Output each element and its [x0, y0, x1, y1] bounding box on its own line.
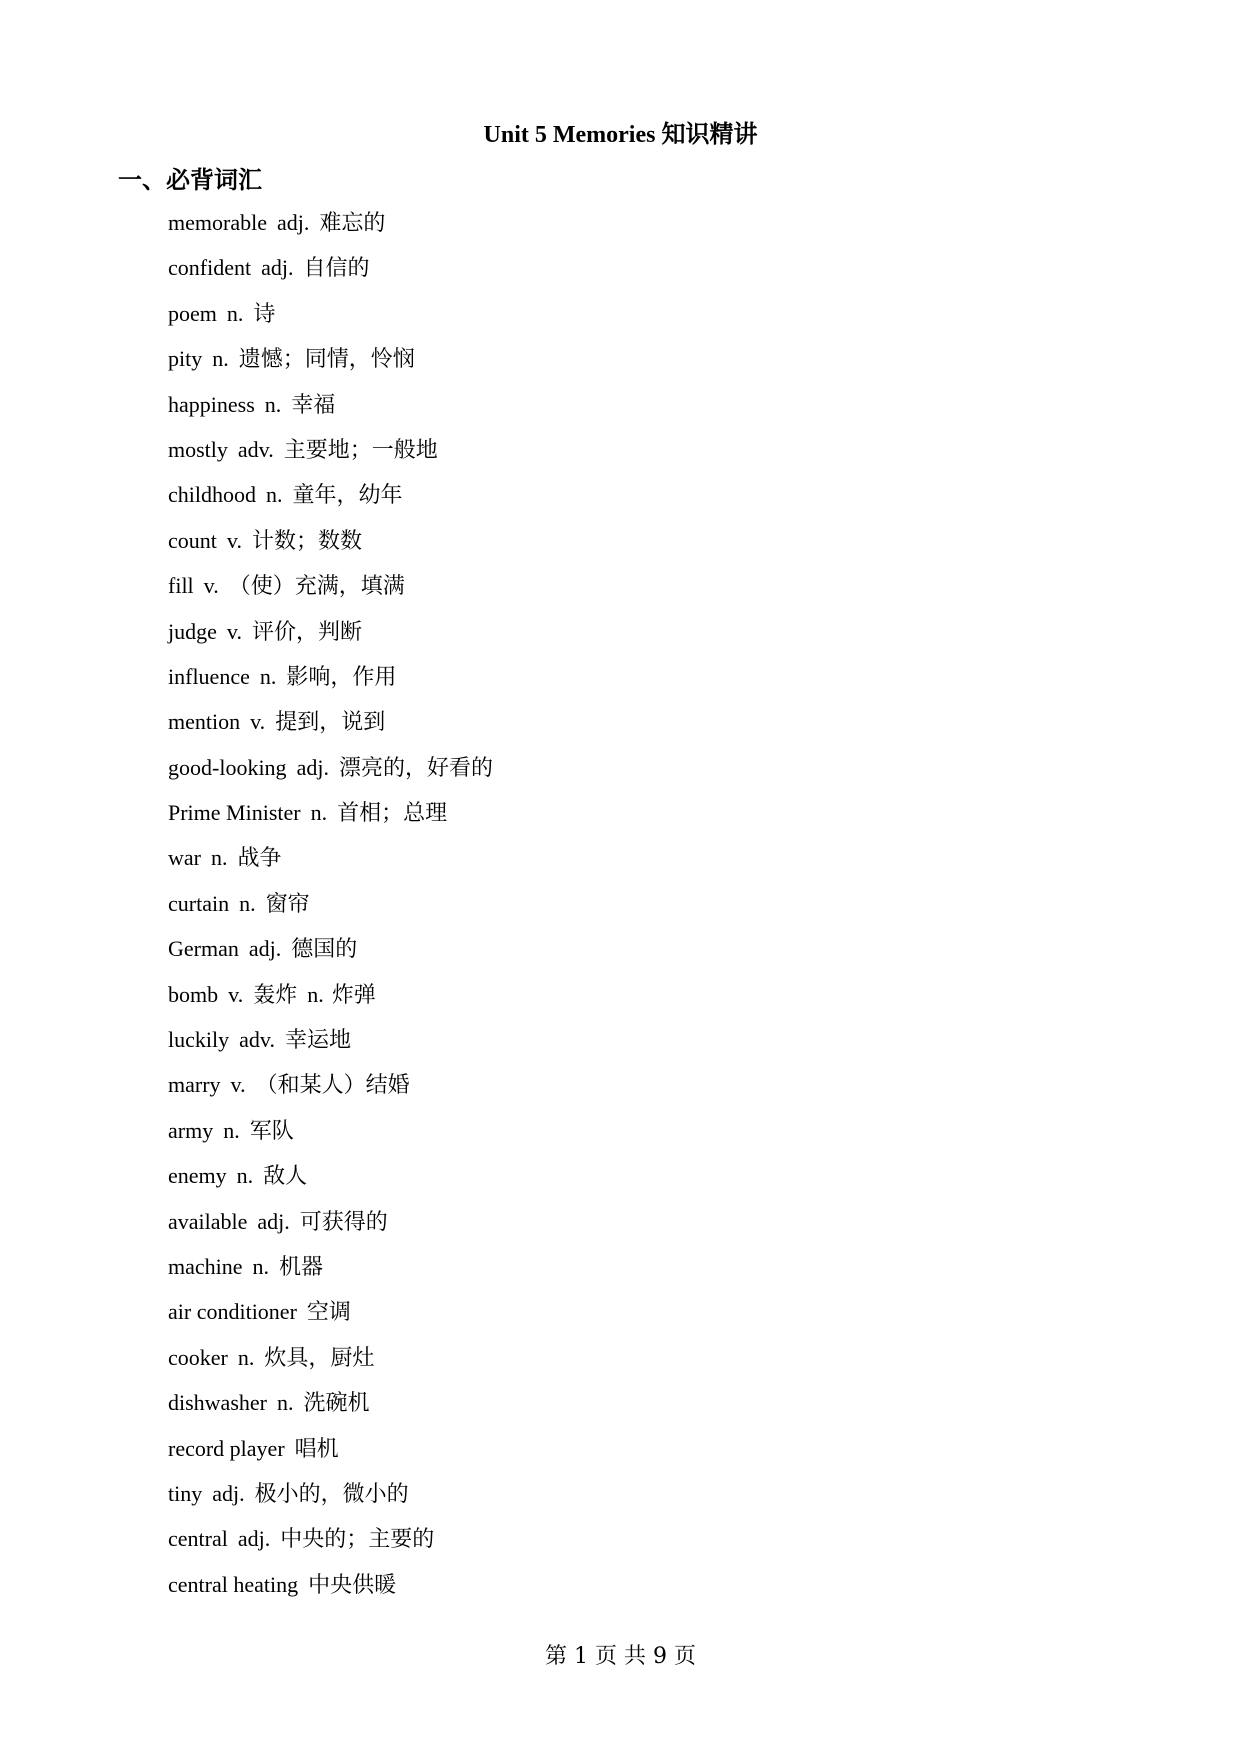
vocab-word: fill: [168, 573, 194, 599]
vocab-meaning: 敌人: [263, 1164, 308, 1190]
vocab-part-of-speech: n.: [237, 1344, 255, 1370]
vocab-entry: [168, 1295, 493, 1340]
vocab-word: good-looking: [168, 754, 287, 780]
vocab-meaning: 诗: [253, 301, 276, 327]
vocab-part-of-speech: adj.: [296, 754, 329, 780]
vocab-meaning: 炊具，厨灶: [264, 1345, 375, 1371]
vocab-word: childhood: [168, 482, 256, 508]
vocab-word: bomb: [168, 981, 219, 1007]
vocab-entry: [168, 1386, 493, 1431]
vocab-entry: [168, 841, 493, 886]
vocab-word: air conditioner: [168, 1299, 297, 1325]
vocab-entry: [168, 478, 493, 523]
vocab-meaning: 机器: [279, 1254, 324, 1280]
vocab-meaning: （和某人）结婚: [255, 1073, 410, 1099]
vocab-part-of-speech: n.: [226, 300, 244, 326]
vocab-part-of-speech: v.: [203, 573, 219, 599]
vocab-entry: [168, 932, 493, 977]
vocab-entry: [168, 1023, 493, 1068]
vocabulary-list: [168, 206, 493, 1613]
vocab-meaning: 自信的: [303, 256, 370, 282]
vocab-entry: [168, 433, 493, 478]
vocab-word: available: [168, 1208, 248, 1234]
vocab-entry: [168, 1432, 493, 1477]
vocab-entry: [168, 978, 493, 1023]
vocab-part-of-speech: n.: [223, 1117, 240, 1143]
vocab-meaning: 计数；数数: [251, 528, 362, 554]
page-number-footer: 第 1 页 共 9 页: [545, 1644, 696, 1669]
vocab-part-of-speech: adj.: [261, 255, 294, 281]
vocab-part-of-speech: adj.: [248, 936, 282, 962]
vocab-meaning: 轰炸: [253, 982, 298, 1008]
vocab-entry: [168, 206, 493, 251]
vocab-entry: [168, 1114, 493, 1159]
vocab-meaning: 幸福: [291, 392, 336, 418]
vocab-word: judge: [168, 618, 217, 644]
vocab-meaning: 主要地；一般地: [283, 437, 438, 463]
vocab-meaning: 中央的；主要的: [280, 1527, 435, 1553]
vocab-meaning: 战争: [237, 846, 282, 872]
vocab-meaning: 洗碗机: [303, 1391, 370, 1417]
vocab-meaning: 首相；总理: [337, 801, 448, 827]
section-heading: 一、必背词汇: [118, 165, 262, 194]
vocab-entry: [168, 297, 493, 342]
vocab-entry: [168, 388, 493, 433]
vocab-meaning: 空调: [306, 1300, 351, 1326]
vocab-word: confident: [168, 255, 252, 281]
vocab-word: Prime Minister: [168, 800, 301, 826]
vocab-meaning: （使）充满，填满: [228, 574, 405, 600]
vocab-part-of-speech: v.: [226, 527, 242, 553]
vocab-word: machine: [168, 1253, 243, 1279]
vocab-part-of-speech: n.: [239, 890, 256, 916]
vocab-part-of-speech-secondary: n.: [307, 981, 324, 1007]
vocab-meaning: 中央供暖: [308, 1572, 397, 1598]
vocab-meaning: 影响，作用: [286, 664, 397, 690]
vocab-entry: [168, 251, 493, 296]
vocab-part-of-speech: n.: [236, 1163, 254, 1189]
vocab-word: memorable: [168, 210, 267, 235]
vocab-word: poem: [168, 300, 217, 326]
vocab-part-of-speech: n.: [310, 800, 328, 826]
vocab-part-of-speech: adj.: [257, 1208, 290, 1234]
vocab-meaning: 童年，幼年: [292, 483, 403, 509]
vocab-entry: [168, 569, 493, 614]
vocab-word: curtain: [168, 890, 230, 916]
vocab-word: German: [168, 936, 239, 962]
vocab-word: war: [168, 845, 201, 871]
vocab-word: mention: [168, 709, 241, 735]
vocab-meaning: 可获得的: [299, 1209, 388, 1235]
vocab-part-of-speech: adv.: [237, 436, 274, 462]
vocab-meaning: 漂亮的，好看的: [338, 755, 493, 781]
vocab-entry: [168, 615, 493, 660]
vocab-meaning: 遗憾；同情，怜悯: [238, 347, 415, 373]
vocab-part-of-speech: v.: [230, 1072, 246, 1098]
vocab-entry: [168, 751, 493, 796]
vocab-meaning: 唱机: [294, 1436, 339, 1462]
vocab-meaning: 难忘的: [319, 211, 386, 236]
vocab-entry: [168, 1068, 493, 1113]
vocab-meaning-secondary: 炸弹: [331, 982, 376, 1008]
vocab-entry: [168, 705, 493, 750]
vocab-word: luckily: [168, 1027, 230, 1053]
vocab-meaning: 评价，判断: [251, 619, 362, 645]
vocab-meaning: 极小的，微小的: [254, 1481, 409, 1507]
vocab-entry: [168, 1477, 493, 1522]
vocab-entry: [168, 1250, 493, 1295]
vocab-part-of-speech: adv.: [239, 1027, 275, 1053]
vocab-word: enemy: [168, 1163, 227, 1189]
vocab-entry: [168, 1159, 493, 1204]
vocab-part-of-speech: adj.: [276, 210, 310, 235]
vocab-part-of-speech: adj.: [212, 1480, 245, 1506]
vocab-word: pity: [168, 346, 203, 372]
vocab-entry: [168, 887, 493, 932]
vocab-part-of-speech: v.: [250, 709, 266, 735]
vocab-word: central heating: [168, 1571, 299, 1597]
vocab-part-of-speech: n.: [252, 1253, 270, 1279]
vocab-word: central: [168, 1526, 228, 1552]
vocab-entry: [168, 524, 493, 569]
vocab-meaning: 提到，说到: [275, 710, 386, 736]
vocab-entry: [168, 796, 493, 841]
vocab-meaning: 军队: [249, 1118, 294, 1144]
vocab-word: record player: [168, 1435, 285, 1461]
vocab-word: mostly: [168, 436, 228, 462]
vocab-word: marry: [168, 1072, 221, 1098]
vocab-entry: [168, 660, 493, 705]
vocab-part-of-speech: n.: [266, 482, 283, 508]
vocab-word: dishwasher: [168, 1390, 267, 1416]
vocab-word: tiny: [168, 1480, 203, 1506]
vocab-entry: [168, 1341, 493, 1386]
vocab-entry: [168, 1522, 493, 1567]
vocab-part-of-speech: n.: [210, 845, 228, 871]
vocab-word: cooker: [168, 1344, 228, 1370]
vocab-entry: [168, 342, 493, 387]
vocab-part-of-speech: n.: [259, 663, 277, 689]
vocab-part-of-speech: adj.: [237, 1526, 271, 1552]
vocab-part-of-speech: v.: [226, 618, 242, 644]
vocab-meaning: 德国的: [291, 937, 358, 963]
vocab-part-of-speech: n.: [276, 1390, 294, 1416]
vocab-part-of-speech: v.: [228, 981, 244, 1007]
vocab-word: influence: [168, 663, 250, 689]
document-title: Unit 5 Memories 知识精讲: [483, 122, 758, 148]
vocab-meaning: 幸运地: [284, 1028, 351, 1054]
vocab-word: happiness: [168, 391, 255, 417]
vocab-word: army: [168, 1117, 214, 1143]
vocab-entry: [168, 1568, 493, 1613]
vocab-meaning: 窗帘: [265, 891, 310, 917]
vocab-part-of-speech: n.: [212, 346, 229, 372]
vocab-part-of-speech: n.: [264, 391, 282, 417]
vocab-word: count: [168, 527, 217, 553]
vocab-entry: [168, 1205, 493, 1250]
